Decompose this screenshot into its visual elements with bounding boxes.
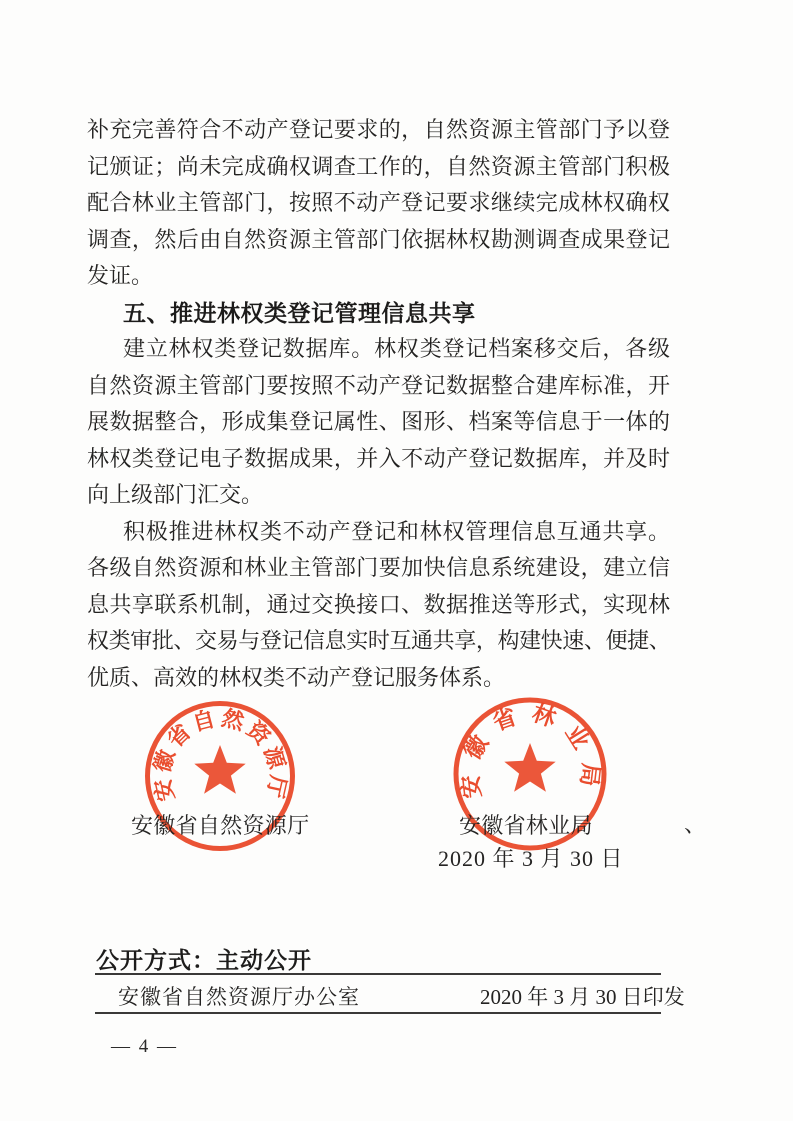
footer-divider-top [95, 973, 661, 975]
text-line: 建立林权类登记数据库。林权类登记档案移交后，各级 [123, 336, 670, 361]
document-body [87, 112, 670, 696]
text-line: 各级自然资源和林业主管部门要加快信息系统建设，建立信 [87, 555, 670, 580]
text-line: 林权类登记电子数据成果，并入不动产登记数据库，并及时 [87, 445, 670, 471]
signature-date: 2020 年 3 月 30 日 [438, 846, 624, 871]
stray-ink-mark: 、 [684, 812, 707, 837]
paragraph-database [87, 331, 670, 514]
text-line: 记颁证；尚未完成确权调查工作的，自然资源主管部门积极 [87, 153, 670, 179]
signature-natural-resources: 安徽省自然资源厅 [131, 813, 310, 838]
text-line: 配合林业主管部门，按照不动产登记要求继续完成林权确权 [87, 190, 670, 215]
text-line: 展数据整合，形成集登记属性、图形、档案等信息于一体的 [87, 409, 670, 434]
seal-star-icon [504, 743, 555, 792]
section-heading: 五、推进林权类登记管理信息共享 [123, 299, 476, 326]
text-line: 自然资源主管部门要按照不动产登记数据整合建库标准，开 [87, 372, 670, 398]
seal-arc-text: 安徽省林业局 [456, 700, 604, 800]
text-line: 权类审批、交易与登记信息实时互通共享，构建快速、便捷、 [87, 628, 670, 653]
text-line: 积极推进林权类不动产登记和林权管理信息互通共享。 [123, 518, 670, 544]
seal-star-icon [194, 745, 245, 794]
publicity-method-label: 公开方式：主动公开 [96, 947, 312, 973]
paragraph-info-sharing [87, 514, 670, 697]
footer-print-date: 2020 年 3 月 30 日印发 [480, 985, 685, 1009]
text-line: 向上级部门汇交。 [87, 482, 264, 507]
text-line: 补充完善符合不动产登记要求的，自然资源主管部门予以登 [87, 117, 670, 142]
page-number: — 4 — [111, 1036, 178, 1057]
paragraph-continuation [87, 112, 670, 295]
seal-arc-text: 安徽省自然资源厅 [148, 705, 292, 804]
text-line: 调查，然后由自然资源主管部门依据林权勘测调查成果登记 [87, 226, 670, 252]
text-line: 优质、高效的林权类不动产登记服务体系。 [87, 664, 506, 690]
text-line: 发证。 [87, 263, 154, 288]
text-line: 息共享联系机制，通过交换接口、数据推送等形式，实现林 [87, 591, 670, 617]
footer-issuer-office: 安徽省自然资源厅办公室 [118, 985, 360, 1009]
footer-divider-bottom [95, 1012, 661, 1014]
signature-forestry-bureau: 安徽省林业局 [459, 813, 593, 838]
